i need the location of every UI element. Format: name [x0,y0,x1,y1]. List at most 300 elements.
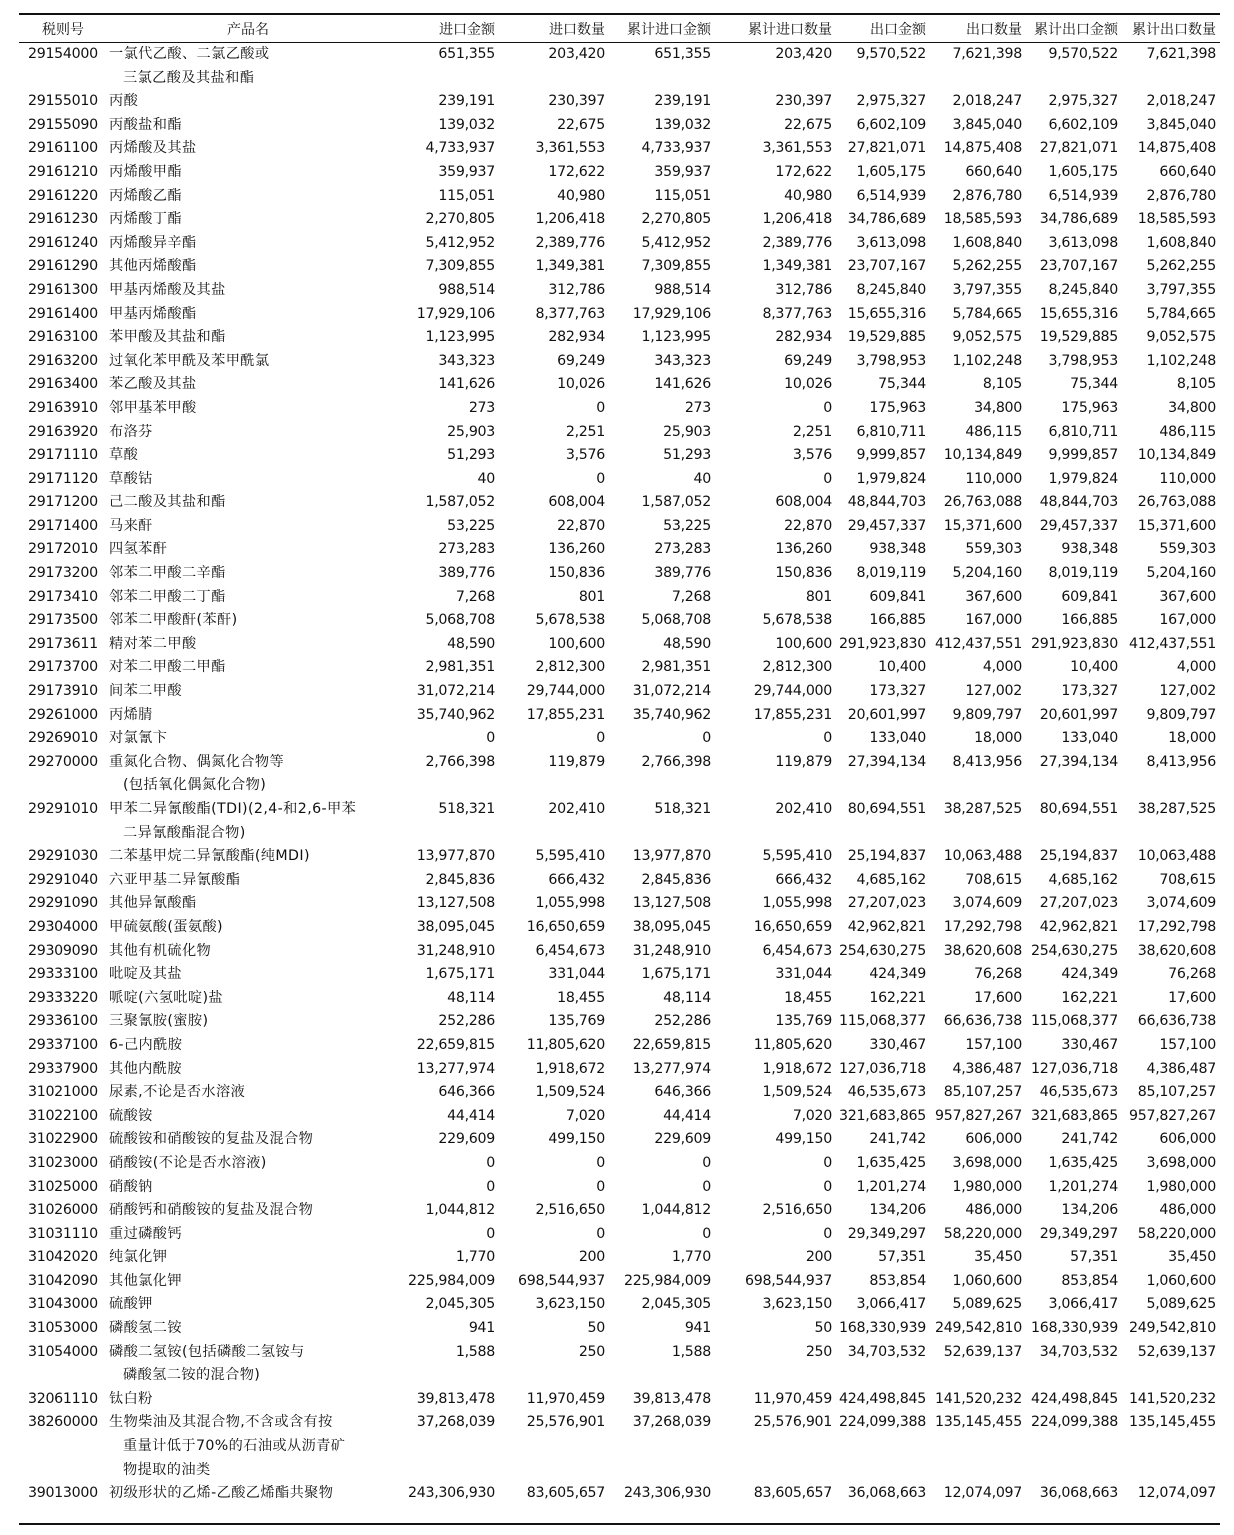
table-row [19,303,1220,327]
cumulative-export-quantity-cell: 8,413,956 [1146,753,1216,770]
product-name-cell [107,656,389,680]
table-row [19,1293,1220,1317]
tariff-code-cell: 31053000 [28,1320,98,1337]
cumulative-export-amount-cell: 938,348 [1061,541,1118,558]
product-name-line: 草酸 [109,447,139,464]
table-row [19,1482,1220,1506]
import-amount-cell: 2,045,305 [425,1296,495,1313]
product-name-line: 布洛芬 [109,423,153,440]
product-name-cell [107,515,389,539]
cumulative-import-quantity-cell: 0 [823,730,832,747]
cumulative-export-amount-cell: 29,457,337 [1039,517,1118,534]
cumulative-export-amount-cell: 23,707,167 [1039,258,1118,275]
export-quantity-cell: 486,115 [965,423,1022,440]
header-tariff-code: 税则号 [19,15,107,43]
table-row [19,491,1220,515]
cumulative-import-quantity-cell: 17,855,231 [753,706,832,723]
product-name-cell [107,1152,389,1176]
cumulative-export-quantity-cell: 157,100 [1159,1036,1216,1053]
export-amount-cell: 29,349,297 [847,1225,926,1242]
cumulative-import-quantity-cell: 10,026 [784,376,832,393]
product-name-cell [107,798,389,845]
cumulative-export-amount-cell: 330,467 [1061,1036,1118,1053]
product-name-cell [107,491,389,515]
export-quantity-cell: 18,585,593 [943,211,1022,228]
export-quantity-cell: 2,876,780 [952,187,1022,204]
cumulative-import-amount-cell: 13,127,508 [632,895,711,912]
tariff-code-cell: 31042020 [28,1249,98,1266]
product-name-cell [107,704,389,728]
cumulative-import-quantity-cell: 135,769 [775,1013,832,1030]
product-name-cell [107,1058,389,1082]
product-name-line: 丙烯酸乙酯 [109,187,182,204]
tariff-code-cell: 31022900 [28,1131,98,1148]
cumulative-export-quantity-cell: 5,262,255 [1146,258,1216,275]
cumulative-export-amount-cell: 224,099,388 [1031,1414,1118,1431]
cumulative-import-amount-cell: 31,072,214 [632,683,711,700]
table-row [19,515,1220,539]
import-amount-cell: 1,123,995 [425,329,495,346]
import-quantity-cell: 2,516,650 [535,1202,605,1219]
cumulative-import-quantity-cell: 0 [823,470,832,487]
export-quantity-cell: 1,980,000 [952,1178,1022,1195]
cumulative-import-amount-cell: 39,813,478 [632,1390,711,1407]
product-name-cell [107,43,389,91]
import-amount-cell: 40 [477,470,495,487]
cumulative-import-quantity-cell: 7,020 [792,1107,832,1124]
import-quantity-cell: 18,455 [557,989,605,1006]
product-name-line: 一氯代乙酸、二氯乙酸或 [109,46,270,62]
cumulative-import-quantity-cell: 202,410 [775,801,832,817]
cumulative-export-amount-cell: 19,529,885 [1039,329,1118,346]
import-amount-cell: 273 [468,399,495,416]
tariff-code-cell: 29161300 [28,281,98,298]
export-quantity-cell: 3,698,000 [952,1154,1022,1171]
cumulative-export-amount-cell: 80,694,551 [1039,801,1118,817]
import-amount-cell: 115,051 [438,187,495,204]
cumulative-export-amount-cell: 34,703,532 [1039,1343,1118,1360]
export-quantity-cell: 15,371,600 [943,517,1022,534]
table-row [19,1128,1220,1152]
cumulative-import-amount-cell: 115,051 [654,187,711,204]
table-row [19,1411,1220,1482]
cumulative-import-amount-cell: 5,068,708 [641,612,711,629]
tariff-code-cell: 29173700 [28,659,98,676]
export-quantity-cell: 708,615 [965,871,1022,888]
table-row [19,1034,1220,1058]
export-quantity-cell: 606,000 [965,1131,1022,1148]
table-row [19,43,1220,91]
cumulative-import-amount-cell: 1,588 [671,1343,711,1360]
cumulative-export-quantity-cell: 559,303 [1159,541,1216,558]
export-quantity-cell: 5,089,625 [952,1296,1022,1313]
product-name-line: 初级形状的乙烯-乙酸乙烯酯共聚物 [109,1485,334,1502]
table-row [19,468,1220,492]
cumulative-import-quantity-cell: 331,044 [775,966,832,983]
product-name-line: 甲基丙烯酸及其盐 [109,281,226,298]
import-amount-cell: 38,095,045 [416,918,495,935]
product-name-line: 甲基丙烯酸酯 [109,305,197,322]
tariff-code-cell: 29270000 [28,753,98,770]
tariff-code-cell: 31025000 [28,1178,98,1195]
cumulative-import-quantity-cell: 11,970,459 [753,1390,832,1407]
import-quantity-cell: 10,026 [557,376,605,393]
tariff-code-cell: 29173500 [28,612,98,629]
table-row [19,633,1220,657]
import-quantity-cell: 3,576 [565,447,605,464]
cumulative-export-quantity-cell: 34,800 [1168,399,1216,416]
import-amount-cell: 25,903 [447,423,495,440]
table-row [19,680,1220,704]
product-name-line: 邻苯二甲酸酐(苯酐) [109,612,238,629]
cumulative-export-amount-cell: 6,602,109 [1048,116,1118,133]
cumulative-export-quantity-cell: 4,386,487 [1146,1060,1216,1077]
cumulative-import-amount-cell: 13,277,974 [632,1060,711,1077]
export-amount-cell: 1,979,824 [856,470,926,487]
import-quantity-cell: 16,650,659 [526,918,605,935]
cumulative-export-amount-cell: 1,635,425 [1048,1154,1118,1171]
export-amount-cell: 853,854 [869,1272,926,1289]
table-row [19,892,1220,916]
export-quantity-cell: 34,800 [974,399,1022,416]
tariff-code-cell: 29173200 [28,565,98,582]
tariff-code-cell: 29173410 [28,588,98,605]
tariff-code-cell: 32061110 [28,1390,98,1407]
product-name-line: 物提取的油类 [123,1461,211,1478]
export-amount-cell: 173,327 [869,683,926,700]
product-name-line: 草酸钴 [109,470,153,487]
product-name-cell [107,1388,389,1412]
cumulative-import-amount-cell: 7,268 [671,588,711,605]
table-row [19,538,1220,562]
product-name-cell [107,279,389,303]
cumulative-import-quantity-cell: 29,744,000 [753,683,832,700]
export-amount-cell: 3,613,098 [856,234,926,251]
cumulative-export-amount-cell: 27,394,134 [1039,753,1118,770]
import-quantity-cell: 5,678,538 [535,612,605,629]
tariff-code-cell: 29269010 [28,730,98,747]
cumulative-export-amount-cell: 46,535,673 [1039,1084,1118,1101]
product-name-line: 对氯氰卞 [109,730,168,747]
cumulative-export-quantity-cell: 606,000 [1159,1131,1216,1148]
cumulative-import-amount-cell: 273 [684,399,711,416]
table-row [19,1199,1220,1223]
product-name-line: 其他丙烯酸酯 [109,258,197,275]
cumulative-import-amount-cell: 2,766,398 [641,753,711,770]
import-amount-cell: 0 [486,1178,495,1195]
export-quantity-cell: 135,145,455 [935,1414,1022,1431]
cumulative-export-quantity-cell: 26,763,088 [1137,494,1216,511]
cumulative-import-quantity-cell: 136,260 [775,541,832,558]
tariff-code-cell: 29333100 [28,966,98,983]
product-name-cell [107,1223,389,1247]
cumulative-import-quantity-cell: 250 [805,1343,832,1360]
product-name-cell [107,114,389,138]
cumulative-import-quantity-cell: 312,786 [775,281,832,298]
product-name-line: 吡啶及其盐 [109,966,182,983]
export-quantity-cell: 26,763,088 [943,494,1022,511]
import-quantity-cell: 1,349,381 [535,258,605,275]
import-amount-cell: 13,277,974 [416,1060,495,1077]
cumulative-export-amount-cell: 9,999,857 [1048,447,1118,464]
table-row [19,350,1220,374]
export-quantity-cell: 38,287,525 [943,801,1022,817]
product-name-line: 重量计低于70%的石油或从沥青矿 [123,1438,346,1455]
cumulative-export-quantity-cell: 486,115 [1159,423,1216,440]
product-name-cell [107,232,389,256]
table-row [19,326,1220,350]
import-amount-cell: 31,072,214 [416,683,495,700]
export-quantity-cell: 8,105 [982,376,1022,393]
cumulative-export-quantity-cell: 1,980,000 [1146,1178,1216,1195]
cumulative-export-amount-cell: 609,841 [1061,588,1118,605]
export-quantity-cell: 18,000 [974,730,1022,747]
cumulative-export-quantity-cell: 17,292,798 [1137,918,1216,935]
table-row [19,1152,1220,1176]
product-name-cell [107,1105,389,1129]
cumulative-export-quantity-cell: 1,102,248 [1146,352,1216,369]
cumulative-export-quantity-cell: 85,107,257 [1137,1084,1216,1101]
import-quantity-cell: 25,576,901 [526,1414,605,1431]
export-amount-cell: 330,467 [869,1036,926,1053]
cumulative-export-quantity-cell: 1,608,840 [1146,234,1216,251]
import-amount-cell: 48,590 [447,635,495,652]
export-quantity-cell: 5,262,255 [952,258,1022,275]
product-name-cell [107,963,389,987]
cumulative-import-amount-cell: 5,412,952 [641,234,711,251]
export-amount-cell: 424,349 [869,966,926,983]
import-amount-cell: 17,929,106 [416,305,495,322]
export-quantity-cell: 17,292,798 [943,918,1022,935]
cumulative-export-quantity-cell: 18,585,593 [1137,211,1216,228]
cumulative-import-amount-cell: 40 [693,470,711,487]
table-row [19,1341,1220,1388]
cumulative-import-quantity-cell: 5,678,538 [762,612,832,629]
export-amount-cell: 8,245,840 [856,281,926,298]
product-name-line: 磷酸氢二铵的混合物) [123,1367,261,1384]
product-name-cell [107,1010,389,1034]
export-quantity-cell: 10,134,849 [943,447,1022,464]
import-quantity-cell: 230,397 [548,93,605,110]
import-quantity-cell: 11,970,459 [526,1390,605,1407]
cumulative-import-amount-cell: 1,123,995 [641,329,711,346]
cumulative-export-amount-cell: 6,514,939 [1048,187,1118,204]
cumulative-export-quantity-cell: 9,809,797 [1146,706,1216,723]
product-name-line: 丙烯酸异辛酯 [109,234,197,251]
cumulative-export-quantity-cell: 110,000 [1159,470,1216,487]
cumulative-export-amount-cell: 8,245,840 [1048,281,1118,298]
cumulative-export-quantity-cell: 5,089,625 [1146,1296,1216,1313]
export-quantity-cell: 58,220,000 [943,1225,1022,1242]
tariff-code-cell: 29171110 [28,447,98,464]
export-amount-cell: 75,344 [878,376,926,393]
cumulative-export-quantity-cell: 486,000 [1159,1202,1216,1219]
cumulative-import-quantity-cell: 50 [814,1320,832,1337]
cumulative-import-quantity-cell: 1,055,998 [762,895,832,912]
tariff-code-cell: 31043000 [28,1296,98,1313]
cumulative-import-quantity-cell: 230,397 [775,93,832,110]
import-amount-cell: 139,032 [438,116,495,133]
cumulative-import-quantity-cell: 1,918,672 [762,1060,832,1077]
product-name-line: 丙酸 [109,93,139,110]
export-quantity-cell: 3,845,040 [952,116,1022,133]
export-quantity-cell: 9,809,797 [952,706,1022,723]
product-name-cell [107,562,389,586]
cumulative-export-amount-cell: 166,885 [1061,612,1118,629]
product-name-line: 甲苯二异氰酸酯(TDI)(2,4-和2,6-甲苯 [109,801,357,817]
product-name-line: 己二酸及其盐和酯 [109,494,226,511]
export-amount-cell: 27,207,023 [847,895,926,912]
export-quantity-cell: 367,600 [965,588,1022,605]
import-amount-cell: 22,659,815 [416,1036,495,1053]
cumulative-import-amount-cell: 941 [684,1320,711,1337]
product-name-line: (包括氧化偶氮化合物) [123,777,267,794]
cumulative-import-amount-cell: 988,514 [654,281,711,298]
cumulative-export-quantity-cell: 66,636,738 [1137,1013,1216,1030]
cumulative-export-amount-cell: 134,206 [1061,1202,1118,1219]
import-quantity-cell: 172,622 [548,163,605,180]
product-name-line: 其他氯化钾 [109,1272,182,1289]
cumulative-import-quantity-cell: 2,812,300 [762,659,832,676]
cumulative-export-quantity-cell: 167,000 [1159,612,1216,629]
cumulative-export-amount-cell: 27,821,071 [1039,140,1118,157]
tariff-code-cell: 31042090 [28,1272,98,1289]
cumulative-import-amount-cell: 48,114 [663,989,711,1006]
table-row [19,137,1220,161]
export-amount-cell: 15,655,316 [847,305,926,322]
product-name-cell [107,1482,389,1506]
product-name-line: 磷酸氢二铵 [109,1320,182,1337]
import-amount-cell: 229,609 [438,1131,495,1148]
tariff-code-cell: 29154000 [28,46,98,62]
cumulative-export-amount-cell: 241,742 [1061,1131,1118,1148]
import-amount-cell: 53,225 [447,517,495,534]
export-amount-cell: 175,963 [869,399,926,416]
import-amount-cell: 359,937 [438,163,495,180]
export-amount-cell: 9,570,522 [856,46,926,62]
cumulative-import-quantity-cell: 83,605,657 [753,1485,832,1502]
table-row [19,562,1220,586]
product-name-line: 硝酸钙和硝酸铵的复盐及混合物 [109,1202,314,1219]
import-amount-cell: 651,355 [438,46,495,62]
export-amount-cell: 162,221 [869,989,926,1006]
product-name-cell [107,1199,389,1223]
product-name-cell [107,397,389,421]
tariff-code-cell: 29163920 [28,423,98,440]
product-name-line: 其他内酰胺 [109,1060,182,1077]
import-quantity-cell: 11,805,620 [526,1036,605,1053]
table-row [19,1081,1220,1105]
tariff-code-cell: 29171120 [28,470,98,487]
import-amount-cell: 1,675,171 [425,966,495,983]
export-quantity-cell: 3,797,355 [952,281,1022,298]
export-amount-cell: 609,841 [869,588,926,605]
import-quantity-cell: 250 [578,1343,605,1360]
product-name-cell [107,916,389,940]
cumulative-import-amount-cell: 7,309,855 [641,258,711,275]
cumulative-export-quantity-cell: 367,600 [1159,588,1216,605]
cumulative-import-amount-cell: 2,270,805 [641,211,711,228]
export-quantity-cell: 7,621,398 [952,46,1022,62]
product-name-line: 尿素,不论是否水溶液 [109,1084,246,1101]
cumulative-import-quantity-cell: 22,870 [784,517,832,534]
import-quantity-cell: 17,855,231 [526,706,605,723]
cumulative-export-amount-cell: 254,630,275 [1031,942,1118,959]
cumulative-import-amount-cell: 37,268,039 [632,1414,711,1431]
export-amount-cell: 8,019,119 [856,565,926,582]
cumulative-import-amount-cell: 229,609 [654,1131,711,1148]
cumulative-import-amount-cell: 48,590 [663,635,711,652]
export-amount-cell: 10,400 [878,659,926,676]
cumulative-import-quantity-cell: 1,206,418 [762,211,832,228]
tariff-code-cell: 29337100 [28,1036,98,1053]
cumulative-import-amount-cell: 1,587,052 [641,494,711,511]
import-amount-cell: 51,293 [447,447,495,464]
import-quantity-cell: 3,623,150 [535,1296,605,1313]
import-amount-cell: 2,270,805 [425,211,495,228]
product-name-line: 二异氰酸酯混合物) [123,824,246,841]
import-amount-cell: 389,776 [438,565,495,582]
import-quantity-cell: 69,249 [557,352,605,369]
export-quantity-cell: 12,074,097 [943,1485,1022,1502]
export-quantity-cell: 9,052,575 [952,329,1022,346]
product-name-cell [107,1128,389,1152]
cumulative-export-quantity-cell: 957,827,267 [1129,1107,1216,1124]
cumulative-import-quantity-cell: 1,349,381 [762,258,832,275]
cumulative-import-amount-cell: 343,323 [654,352,711,369]
import-amount-cell: 646,366 [438,1084,495,1101]
header-export-amount: 出口金额 [836,15,930,43]
cumulative-export-amount-cell: 853,854 [1061,1272,1118,1289]
import-amount-cell: 239,191 [438,93,495,110]
export-quantity-cell: 4,386,487 [952,1060,1022,1077]
product-name-line: 丙烯腈 [109,706,153,723]
product-name-cell [107,987,389,1011]
cumulative-import-amount-cell: 239,191 [654,93,711,110]
header-row [19,15,1220,43]
table-row [19,586,1220,610]
cumulative-export-quantity-cell: 4,000 [1176,659,1216,676]
cumulative-export-amount-cell: 2,975,327 [1048,93,1118,110]
cumulative-export-quantity-cell: 127,002 [1159,683,1216,700]
import-amount-cell: 941 [468,1320,495,1337]
table-row [19,397,1220,421]
import-amount-cell: 273,283 [438,541,495,558]
export-quantity-cell: 559,303 [965,541,1022,558]
tariff-code-cell: 29304000 [28,918,98,935]
tariff-code-cell: 29163200 [28,352,98,369]
import-amount-cell: 1,588 [455,1343,495,1360]
import-amount-cell: 343,323 [438,352,495,369]
cumulative-export-amount-cell: 1,979,824 [1048,470,1118,487]
export-quantity-cell: 85,107,257 [943,1084,1022,1101]
export-quantity-cell: 38,620,608 [943,942,1022,959]
export-amount-cell: 57,351 [878,1249,926,1266]
export-quantity-cell: 2,018,247 [952,93,1022,110]
export-amount-cell: 115,068,377 [839,1013,926,1030]
export-quantity-cell: 5,204,160 [952,565,1022,582]
table-row [19,185,1220,209]
tariff-code-cell: 29161290 [28,258,98,275]
product-name-line: 丙烯酸甲酯 [109,163,182,180]
cumulative-import-amount-cell: 389,776 [654,565,711,582]
tariff-code-cell: 29291090 [28,895,98,912]
product-name-line: 三聚氰胺(蜜胺) [109,1013,209,1030]
cumulative-export-amount-cell: 321,683,865 [1031,1107,1118,1124]
cumulative-import-quantity-cell: 666,432 [775,871,832,888]
cumulative-import-quantity-cell: 22,675 [784,116,832,133]
cumulative-import-quantity-cell: 11,805,620 [753,1036,832,1053]
